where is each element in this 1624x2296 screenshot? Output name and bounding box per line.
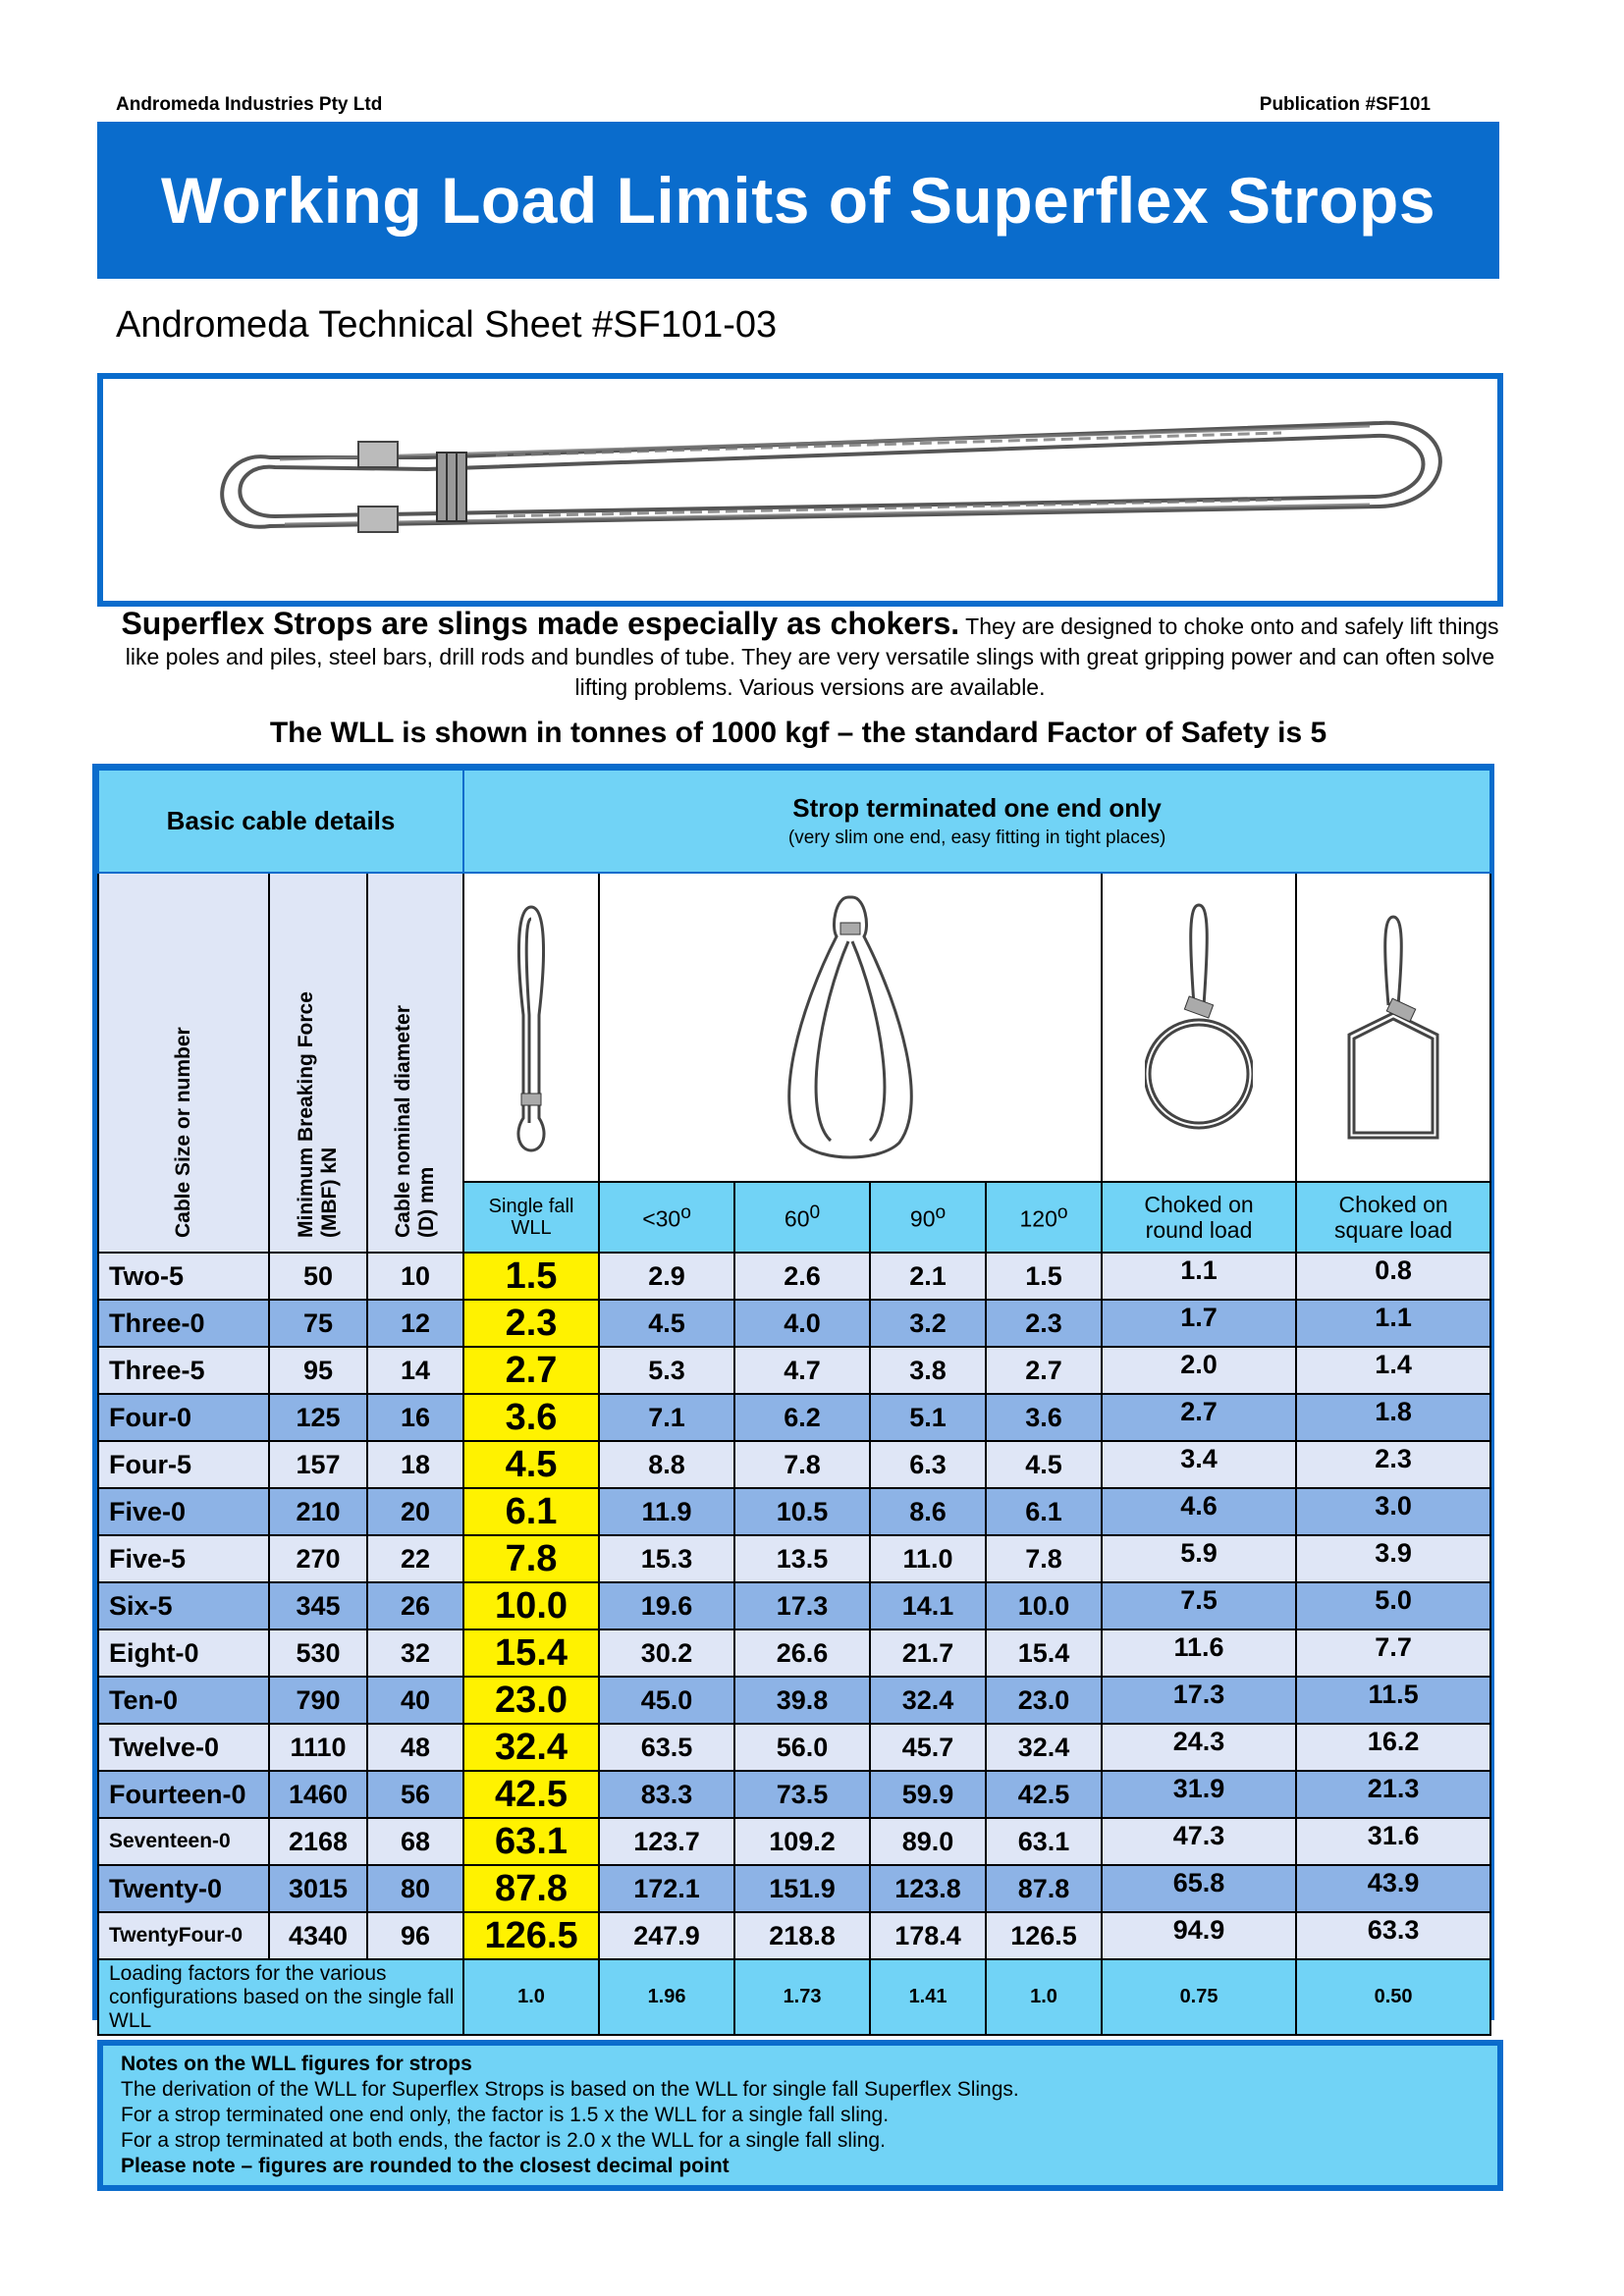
cell-square: 11.5	[1296, 1677, 1490, 1724]
cell-a30: 63.5	[599, 1724, 734, 1771]
cell-mbf: 95	[269, 1347, 367, 1394]
cell-a90: 6.3	[870, 1441, 986, 1488]
cell-a90: 45.7	[870, 1724, 986, 1771]
cell-single: 3.6	[463, 1394, 599, 1441]
cell-a120: 15.4	[986, 1629, 1102, 1677]
cell-a60: 4.0	[734, 1300, 870, 1347]
cell-single: 42.5	[463, 1771, 599, 1818]
table-row	[98, 1818, 1490, 1865]
choked-round-icon	[1145, 897, 1253, 1152]
intro-paragraph	[108, 606, 1512, 703]
cell-single: 87.8	[463, 1865, 599, 1912]
cell-a60: 56.0	[734, 1724, 870, 1771]
cell-square: 21.3	[1296, 1771, 1490, 1818]
cell-size: Eight-0	[98, 1629, 269, 1677]
cell-round: 2.0	[1102, 1347, 1296, 1394]
intro-body: They are designed to choke onto and safely lift things like poles and piles, steel bars, drill rods and bundles of tube. They are very versatile slings with great gripping power and can often solve lifting problems. Various versions are available.	[125, 614, 1499, 700]
cell-a120: 87.8	[986, 1865, 1102, 1912]
choked-square-diagram	[1296, 873, 1490, 1182]
table-row	[98, 1535, 1490, 1582]
cell-a60: 7.8	[734, 1441, 870, 1488]
group-header-strop	[463, 770, 1490, 873]
cell-a30: 2.9	[599, 1253, 734, 1300]
cell-mbf: 270	[269, 1535, 367, 1582]
cell-a90: 5.1	[870, 1394, 986, 1441]
intro-lead: Superflex Strops are slings made especially as chokers.	[121, 606, 960, 641]
cell-size: Five-0	[98, 1488, 269, 1535]
wll-statement: The WLL is shown in tonnes of 1000 kgf – the standard Factor of Safety is 5	[269, 717, 1327, 749]
cell-size: TwentyFour-0	[98, 1912, 269, 1959]
col-header-angle-120: 120$^o$	[986, 1182, 1102, 1253]
cell-a60: 109.2	[734, 1818, 870, 1865]
col-header-single-fall: Single fall WLL	[463, 1182, 599, 1253]
col-header-size: Cable Size or number	[98, 873, 269, 1253]
cell-dia: 48	[367, 1724, 463, 1771]
cell-square: 0.8	[1296, 1253, 1490, 1300]
cell-mbf: 1460	[269, 1771, 367, 1818]
cell-a90: 21.7	[870, 1629, 986, 1677]
cell-a30: 4.5	[599, 1300, 734, 1347]
cell-a30: 45.0	[599, 1677, 734, 1724]
cell-single: 6.1	[463, 1488, 599, 1535]
cell-a30: 83.3	[599, 1771, 734, 1818]
choked-square-icon	[1339, 897, 1447, 1152]
cell-dia: 68	[367, 1818, 463, 1865]
cell-dia: 56	[367, 1771, 463, 1818]
cell-mbf: 530	[269, 1629, 367, 1677]
strop-illustration-box	[97, 373, 1503, 607]
cell-a120: 126.5	[986, 1912, 1102, 1959]
cell-mbf: 210	[269, 1488, 367, 1535]
cell-dia: 12	[367, 1300, 463, 1347]
cell-size: Two-5	[98, 1253, 269, 1300]
cell-size: Three-5	[98, 1347, 269, 1394]
cell-square: 2.3	[1296, 1441, 1490, 1488]
cell-a90: 32.4	[870, 1677, 986, 1724]
cell-a30: 5.3	[599, 1347, 734, 1394]
cell-dia: 22	[367, 1535, 463, 1582]
cell-size: Three-0	[98, 1300, 269, 1347]
wll-table-frame	[92, 764, 1494, 2032]
cell-a30: 30.2	[599, 1629, 734, 1677]
cell-round: 65.8	[1102, 1865, 1296, 1912]
cell-single: 63.1	[463, 1818, 599, 1865]
cell-square: 43.9	[1296, 1865, 1490, 1912]
group-header-basic: Basic cable details	[98, 770, 463, 873]
cell-a90: 3.2	[870, 1300, 986, 1347]
strop-header-title: Strop terminated one end only	[792, 793, 1162, 823]
table-row	[98, 1488, 1490, 1535]
col-header-diameter: Cable nominal diameter (D) mm	[367, 873, 463, 1253]
cell-single: 7.8	[463, 1535, 599, 1582]
factor-a60: 1.73	[734, 1959, 870, 2035]
cell-a120: 23.0	[986, 1677, 1102, 1724]
cell-size: Four-0	[98, 1394, 269, 1441]
cell-round: 2.7	[1102, 1394, 1296, 1441]
cell-mbf: 1110	[269, 1724, 367, 1771]
strop-illustration	[103, 379, 1497, 601]
cell-a90: 11.0	[870, 1535, 986, 1582]
cell-round: 7.5	[1102, 1582, 1296, 1629]
cell-a60: 13.5	[734, 1535, 870, 1582]
cell-a30: 247.9	[599, 1912, 734, 1959]
cell-a60: 151.9	[734, 1865, 870, 1912]
cell-round: 3.4	[1102, 1441, 1296, 1488]
col-header-mbf: Minimum Breaking Force (MBF) kN	[269, 873, 367, 1253]
angle-diagram	[599, 873, 1102, 1182]
cell-single: 15.4	[463, 1629, 599, 1677]
table-row	[98, 1441, 1490, 1488]
cell-size: Twelve-0	[98, 1724, 269, 1771]
cell-a60: 2.6	[734, 1253, 870, 1300]
cell-single: 2.3	[463, 1300, 599, 1347]
cell-size: Twenty-0	[98, 1865, 269, 1912]
cell-a30: 8.8	[599, 1441, 734, 1488]
cell-single: 1.5	[463, 1253, 599, 1300]
loading-factors-label: Loading factors for the various configurations based on the single fall WLL	[98, 1959, 463, 2035]
cell-mbf: 2168	[269, 1818, 367, 1865]
choked-round-diagram	[1102, 873, 1296, 1182]
cell-size: Ten-0	[98, 1677, 269, 1724]
cell-dia: 18	[367, 1441, 463, 1488]
cell-dia: 40	[367, 1677, 463, 1724]
cell-a120: 4.5	[986, 1441, 1102, 1488]
cell-size: Four-5	[98, 1441, 269, 1488]
table-row	[98, 1347, 1490, 1394]
cell-a90: 89.0	[870, 1818, 986, 1865]
col-header-angle-90: 90$^o$	[870, 1182, 986, 1253]
table-row	[98, 1300, 1490, 1347]
cell-a120: 10.0	[986, 1582, 1102, 1629]
cell-a60: 26.6	[734, 1629, 870, 1677]
cell-mbf: 75	[269, 1300, 367, 1347]
cell-a60: 10.5	[734, 1488, 870, 1535]
strop-header-subtitle: (very slim one end, easy fitting in tight places)	[787, 828, 1166, 848]
cell-round: 1.7	[1102, 1300, 1296, 1347]
cell-mbf: 157	[269, 1441, 367, 1488]
cell-square: 16.2	[1296, 1724, 1490, 1771]
cell-square: 1.8	[1296, 1394, 1490, 1441]
table-row	[98, 1724, 1490, 1771]
cell-a90: 3.8	[870, 1347, 986, 1394]
cell-a30: 19.6	[599, 1582, 734, 1629]
cell-single: 10.0	[463, 1582, 599, 1629]
cell-mbf: 345	[269, 1582, 367, 1629]
cell-dia: 10	[367, 1253, 463, 1300]
cell-round: 1.1	[1102, 1253, 1296, 1300]
factor-single: 1.0	[463, 1959, 599, 2035]
cell-single: 4.5	[463, 1441, 599, 1488]
table-row	[98, 1865, 1490, 1912]
basket-sling-icon	[772, 887, 929, 1162]
cell-single: 2.7	[463, 1347, 599, 1394]
cell-a90: 59.9	[870, 1771, 986, 1818]
single-fall-icon	[502, 897, 561, 1152]
cell-size: Seventeen-0	[98, 1818, 269, 1865]
cell-a120: 6.1	[986, 1488, 1102, 1535]
notes-line-3: For a strop terminated at both ends, the factor is 2.0 x the WLL for a single fall sling.	[121, 2129, 886, 2152]
title-banner	[97, 122, 1499, 279]
cell-a60: 6.2	[734, 1394, 870, 1441]
cell-mbf: 125	[269, 1394, 367, 1441]
wll-table	[97, 769, 1491, 2036]
cell-square: 1.4	[1296, 1347, 1490, 1394]
cell-round: 94.9	[1102, 1912, 1296, 1959]
cell-mbf: 50	[269, 1253, 367, 1300]
cell-a30: 15.3	[599, 1535, 734, 1582]
cell-size: Six-5	[98, 1582, 269, 1629]
cell-square: 3.0	[1296, 1488, 1490, 1535]
table-row	[98, 1253, 1490, 1300]
cell-round: 17.3	[1102, 1677, 1296, 1724]
cell-a60: 4.7	[734, 1347, 870, 1394]
cell-a60: 17.3	[734, 1582, 870, 1629]
table-row	[98, 1394, 1490, 1441]
table-body	[98, 1253, 1490, 1959]
factor-square: 0.50	[1296, 1959, 1490, 2035]
cell-a120: 7.8	[986, 1535, 1102, 1582]
cell-square: 63.3	[1296, 1912, 1490, 1959]
page-title: Working Load Limits of Superflex Strops	[160, 164, 1436, 237]
cell-a90: 8.6	[870, 1488, 986, 1535]
factor-a30: 1.96	[599, 1959, 734, 2035]
cell-square: 7.7	[1296, 1629, 1490, 1677]
cell-a60: 218.8	[734, 1912, 870, 1959]
cell-round: 31.9	[1102, 1771, 1296, 1818]
cell-single: 32.4	[463, 1724, 599, 1771]
cell-size: Five-5	[98, 1535, 269, 1582]
sheet-subtitle: Andromeda Technical Sheet #SF101-03	[116, 304, 778, 346]
notes-line-2: For a strop terminated one end only, the factor is 1.5 x the WLL for a single fall sling.	[121, 2104, 890, 2126]
table-row	[98, 1771, 1490, 1818]
cell-single: 23.0	[463, 1677, 599, 1724]
cell-dia: 32	[367, 1629, 463, 1677]
cell-round: 11.6	[1102, 1629, 1296, 1677]
cell-a90: 14.1	[870, 1582, 986, 1629]
cell-round: 5.9	[1102, 1535, 1296, 1582]
cell-dia: 26	[367, 1582, 463, 1629]
cell-a90: 2.1	[870, 1253, 986, 1300]
company-name: Andromeda Industries Pty Ltd	[116, 94, 383, 115]
factor-round: 0.75	[1102, 1959, 1296, 2035]
cell-round: 4.6	[1102, 1488, 1296, 1535]
cell-a30: 123.7	[599, 1818, 734, 1865]
cell-single: 126.5	[463, 1912, 599, 1959]
cell-a120: 32.4	[986, 1724, 1102, 1771]
cell-a90: 178.4	[870, 1912, 986, 1959]
cell-a30: 172.1	[599, 1865, 734, 1912]
table-row	[98, 1912, 1490, 1959]
cell-a120: 3.6	[986, 1394, 1102, 1441]
notes-line-4: Please note – figures are rounded to the closest decimal point	[121, 2155, 730, 2177]
cell-a120: 63.1	[986, 1818, 1102, 1865]
notes-line-1: The derivation of the WLL for Superflex Strops is based on the WLL for single fall Superflex Slings.	[121, 2078, 1019, 2101]
cell-size: Fourteen-0	[98, 1771, 269, 1818]
loading-factors-row	[98, 1959, 1490, 2035]
cell-a120: 42.5	[986, 1771, 1102, 1818]
cell-a30: 11.9	[599, 1488, 734, 1535]
cell-mbf: 3015	[269, 1865, 367, 1912]
cell-a30: 7.1	[599, 1394, 734, 1441]
cell-a120: 2.3	[986, 1300, 1102, 1347]
cell-mbf: 4340	[269, 1912, 367, 1959]
cell-dia: 96	[367, 1912, 463, 1959]
table-row	[98, 1582, 1490, 1629]
single-fall-diagram	[463, 873, 599, 1182]
notes-box	[97, 2040, 1503, 2191]
cell-dia: 20	[367, 1488, 463, 1535]
cell-a90: 123.8	[870, 1865, 986, 1912]
col-header-angle-60: $60^0$	[734, 1182, 870, 1253]
cell-a120: 1.5	[986, 1253, 1102, 1300]
cell-square: 1.1	[1296, 1300, 1490, 1347]
cell-a60: 73.5	[734, 1771, 870, 1818]
cell-mbf: 790	[269, 1677, 367, 1724]
cell-a120: 2.7	[986, 1347, 1102, 1394]
table-row	[98, 1629, 1490, 1677]
table-row	[98, 1677, 1490, 1724]
cell-square: 31.6	[1296, 1818, 1490, 1865]
publication-number: Publication #SF101	[1259, 94, 1431, 115]
col-header-choked-square: Choked on square load	[1296, 1182, 1490, 1253]
col-header-choked-round: Choked on round load	[1102, 1182, 1296, 1253]
factor-a120: 1.0	[986, 1959, 1102, 2035]
cell-a60: 39.8	[734, 1677, 870, 1724]
cell-round: 47.3	[1102, 1818, 1296, 1865]
cell-dia: 16	[367, 1394, 463, 1441]
factor-a90: 1.41	[870, 1959, 986, 2035]
notes-title: Notes on the WLL figures for strops	[121, 2053, 472, 2075]
cell-square: 5.0	[1296, 1582, 1490, 1629]
cell-round: 24.3	[1102, 1724, 1296, 1771]
cell-dia: 80	[367, 1865, 463, 1912]
cell-square: 3.9	[1296, 1535, 1490, 1582]
cell-dia: 14	[367, 1347, 463, 1394]
col-header-angle-30: $<30^o$	[599, 1182, 734, 1253]
